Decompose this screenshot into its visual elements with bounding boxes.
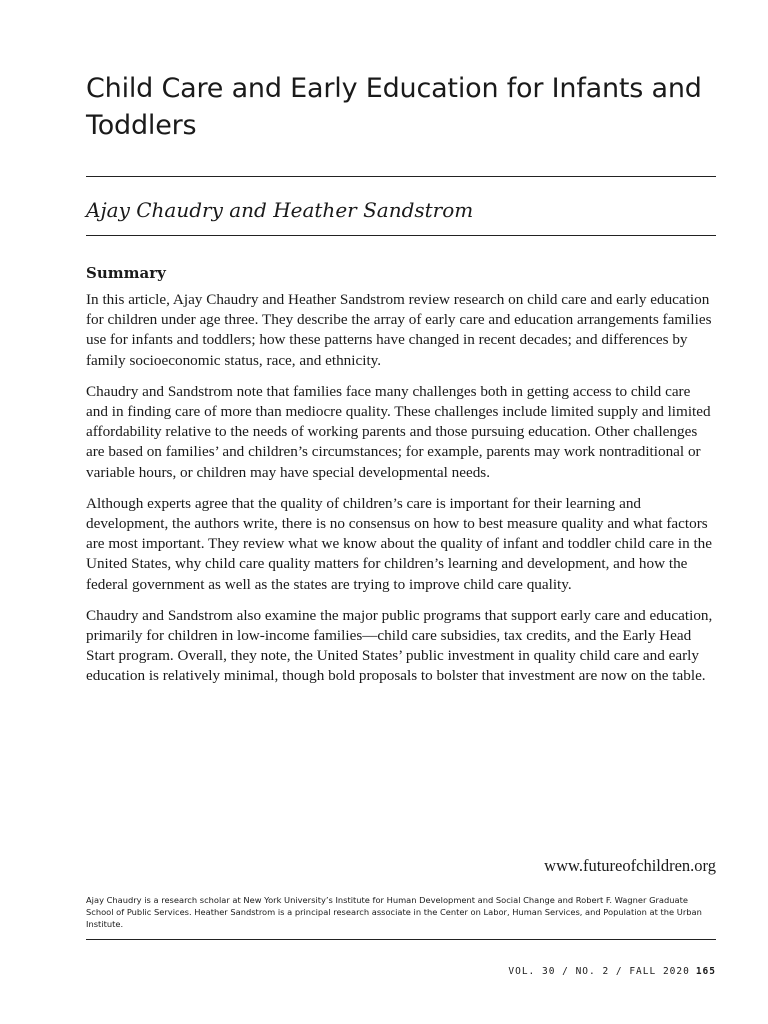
authors-divider: [86, 235, 716, 236]
summary-paragraph: Chaudry and Sandstrom also examine the major public programs that support early care and education, primarily for children in low-income families—child care subsidies, tax credits, and the Early Head Start program. Overall, they note, the United States’ public investment in quality child care and early education is relatively minimal, though bold proposals to bolster that investment are now on the table.: [86, 606, 713, 685]
summary-body: [86, 290, 716, 698]
footer-divider: [86, 939, 716, 940]
article-title: Child Care and Early Education for Infants and Toddlers: [86, 73, 702, 141]
summary-heading: Summary: [86, 264, 166, 282]
issue-info: VOL. 30 / NO. 2 / FALL 2020: [508, 966, 690, 977]
title-divider: [86, 176, 716, 177]
summary-paragraph: Chaudry and Sandstrom note that families face many challenges both in getting access to child care and in finding care of more than mediocre quality. These challenges include limited supply and limited affordability relative to the needs of working parents and those pursuing education. Other challenges are based on families’ and children’s circumstances; for example, parents may work nontraditional or variable hours, or children may have special developmental needs.: [86, 382, 711, 481]
website-link[interactable]: www.futureofchildren.org: [544, 856, 716, 875]
page-footer: [508, 966, 716, 977]
article-page: [86, 0, 716, 1024]
author-bio: Ajay Chaudry is a research scholar at New York University’s Institute for Human Development and Social Change and Robert F. Wagner Graduate School of Public Services. Heather Sandstrom is a principal research associate in the Center on Labor, Human Services, and Population at the Urban Institute.: [86, 895, 702, 929]
summary-paragraph: In this article, Ajay Chaudry and Heather Sandstrom review research on child care and early education for children under age three. They describe the array of early care and education arrangements families use for infants and toddlers; how these patterns have changed in recent decades; and differences by family socioeconomic status, race, and ethnicity.: [86, 291, 712, 369]
page-number: 165: [695, 966, 716, 977]
article-authors: Ajay Chaudry and Heather Sandstrom: [86, 198, 474, 222]
summary-paragraph: Although experts agree that the quality of children’s care is important for their learning and development, the authors write, there is no consensus on how to best measure quality and what factors are most important. They review what we know about the quality of infant and toddler child care in the United States, why child care quality matters for children’s learning and development, and how the federal government as well as the states are trying to improve child care quality.: [86, 494, 713, 593]
